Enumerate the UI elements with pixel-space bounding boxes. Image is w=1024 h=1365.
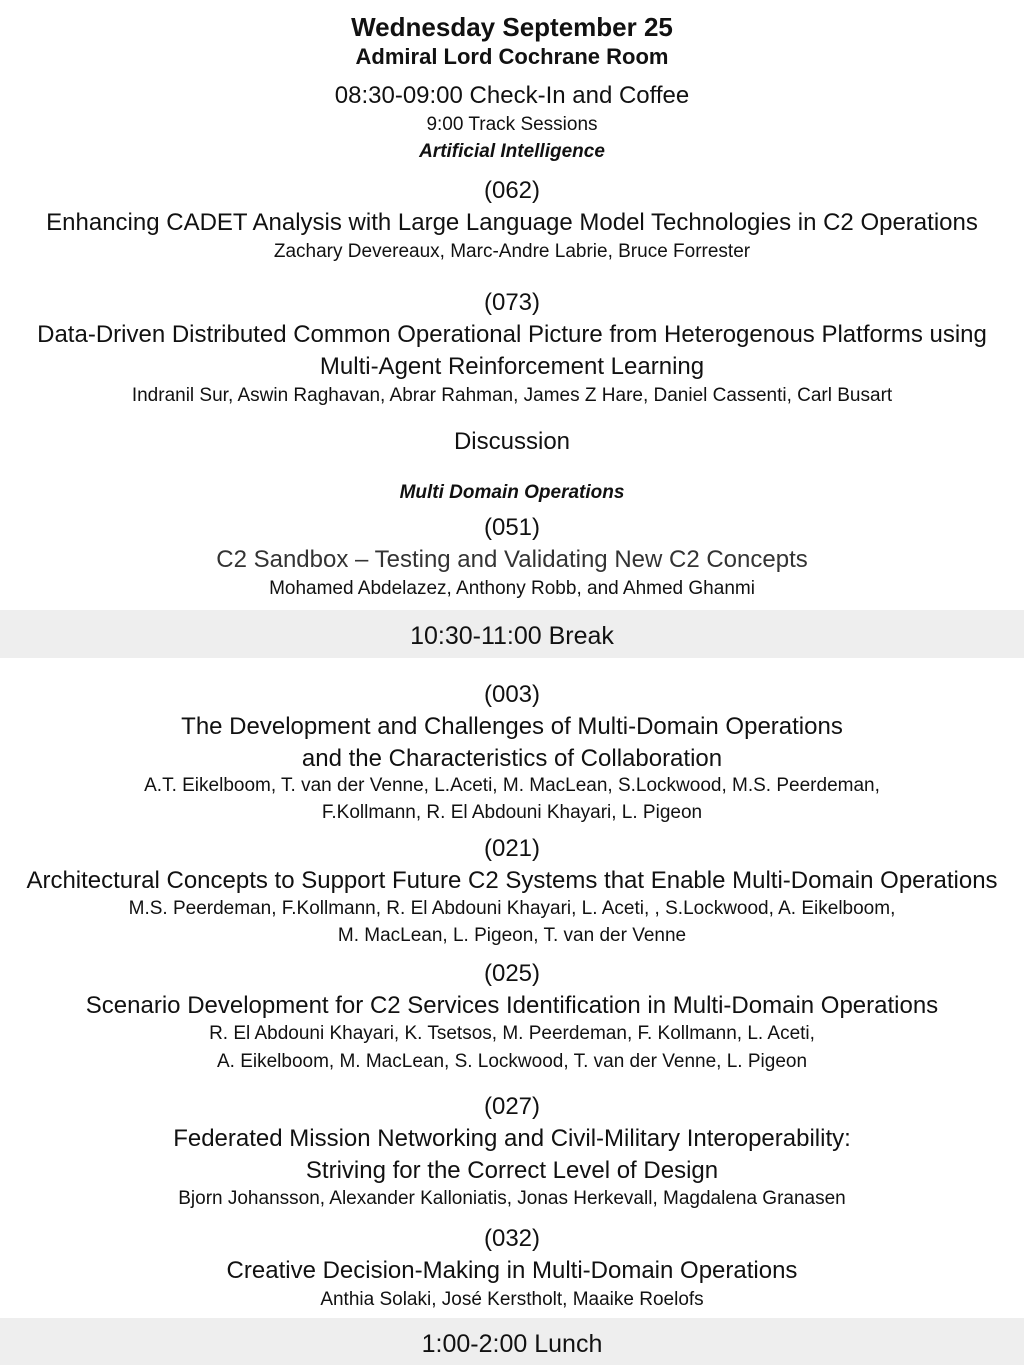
paper-authors: A.T. Eikelboom, T. van der Venne, L.Aceti, M. MacLean, S.Lockwood, M.S. Peerdeman, bbox=[144, 775, 880, 796]
paper-id: (027) bbox=[483, 1093, 541, 1120]
paper-authors: Zachary Devereaux, Marc-Andre Labrie, Bruce Forrester bbox=[273, 241, 751, 262]
paper-id: (073) bbox=[483, 289, 541, 316]
paper-authors: Anthia Solaki, José Kerstholt, Maaike Roelofs bbox=[320, 1289, 704, 1310]
paper-authors: M.S. Peerdeman, F.Kollmann, R. El Abdouni Khayari, L. Aceti, , S.Lockwood, A. Eikelboom, bbox=[128, 898, 896, 919]
paper-id: (025) bbox=[483, 960, 541, 987]
paper-id: (021) bbox=[483, 835, 541, 862]
paper-authors: A. Eikelboom, M. MacLean, S. Lockwood, T. van der Venne, L. Pigeon bbox=[216, 1051, 808, 1072]
track-sessions-time: 9:00 Track Sessions bbox=[426, 114, 598, 135]
paper-authors: Bjorn Johansson, Alexander Kalloniatis, Jonas Herkevall, Magdalena Granasen bbox=[178, 1188, 846, 1209]
paper-id: (062) bbox=[483, 177, 541, 204]
track-title-mdo: Multi Domain Operations bbox=[399, 482, 625, 503]
paper-id: (051) bbox=[483, 514, 541, 541]
paper-title: Scenario Development for C2 Services Identification in Multi-Domain Operations bbox=[85, 992, 939, 1019]
paper-title: Federated Mission Networking and Civil-Military Interoperability: bbox=[173, 1125, 851, 1152]
track-title-ai: Artificial Intelligence bbox=[419, 141, 605, 162]
paper-title: Data-Driven Distributed Common Operational Picture from Heterogenous Platforms using bbox=[37, 321, 987, 348]
lunch-label: 1:00-2:00 Lunch bbox=[421, 1330, 603, 1358]
paper-title: Creative Decision-Making in Multi-Domain Operations bbox=[226, 1257, 798, 1284]
room-heading: Admiral Lord Cochrane Room bbox=[355, 44, 669, 69]
day-heading: Wednesday September 25 bbox=[351, 12, 673, 42]
paper-title: Striving for the Correct Level of Design bbox=[305, 1157, 719, 1184]
paper-authors: R. El Abdouni Khayari, K. Tsetsos, M. Peerdeman, F. Kollmann, L. Aceti, bbox=[209, 1023, 815, 1044]
discussion-label: Discussion bbox=[453, 428, 571, 455]
paper-title: The Development and Challenges of Multi-Domain Operations bbox=[181, 713, 843, 740]
paper-authors: M. MacLean, L. Pigeon, T. van der Venne bbox=[337, 925, 687, 946]
paper-title: Enhancing CADET Analysis with Large Language Model Technologies in C2 Operations bbox=[46, 209, 978, 236]
paper-id: (003) bbox=[483, 681, 541, 708]
paper-authors: Mohamed Abdelazez, Anthony Robb, and Ahmed Ghanmi bbox=[269, 578, 755, 599]
paper-authors: F.Kollmann, R. El Abdouni Khayari, L. Pigeon bbox=[321, 802, 703, 823]
paper-title: and the Characteristics of Collaboration bbox=[301, 745, 723, 772]
paper-title: C2 Sandbox – Testing and Validating New C2 Concepts bbox=[216, 546, 808, 573]
break-label: 10:30-11:00 Break bbox=[410, 622, 614, 650]
paper-title: Architectural Concepts to Support Future C2 Systems that Enable Multi-Domain Operations bbox=[26, 867, 998, 894]
paper-id: (032) bbox=[483, 1225, 541, 1252]
break-band bbox=[0, 610, 1024, 658]
checkin-time: 08:30-09:00 Check-In and Coffee bbox=[334, 82, 690, 109]
paper-authors: Indranil Sur, Aswin Raghavan, Abrar Rahman, James Z Hare, Daniel Cassenti, Carl Busart bbox=[131, 385, 893, 406]
lunch-band bbox=[0, 1318, 1024, 1365]
paper-title: Multi-Agent Reinforcement Learning bbox=[319, 353, 705, 380]
